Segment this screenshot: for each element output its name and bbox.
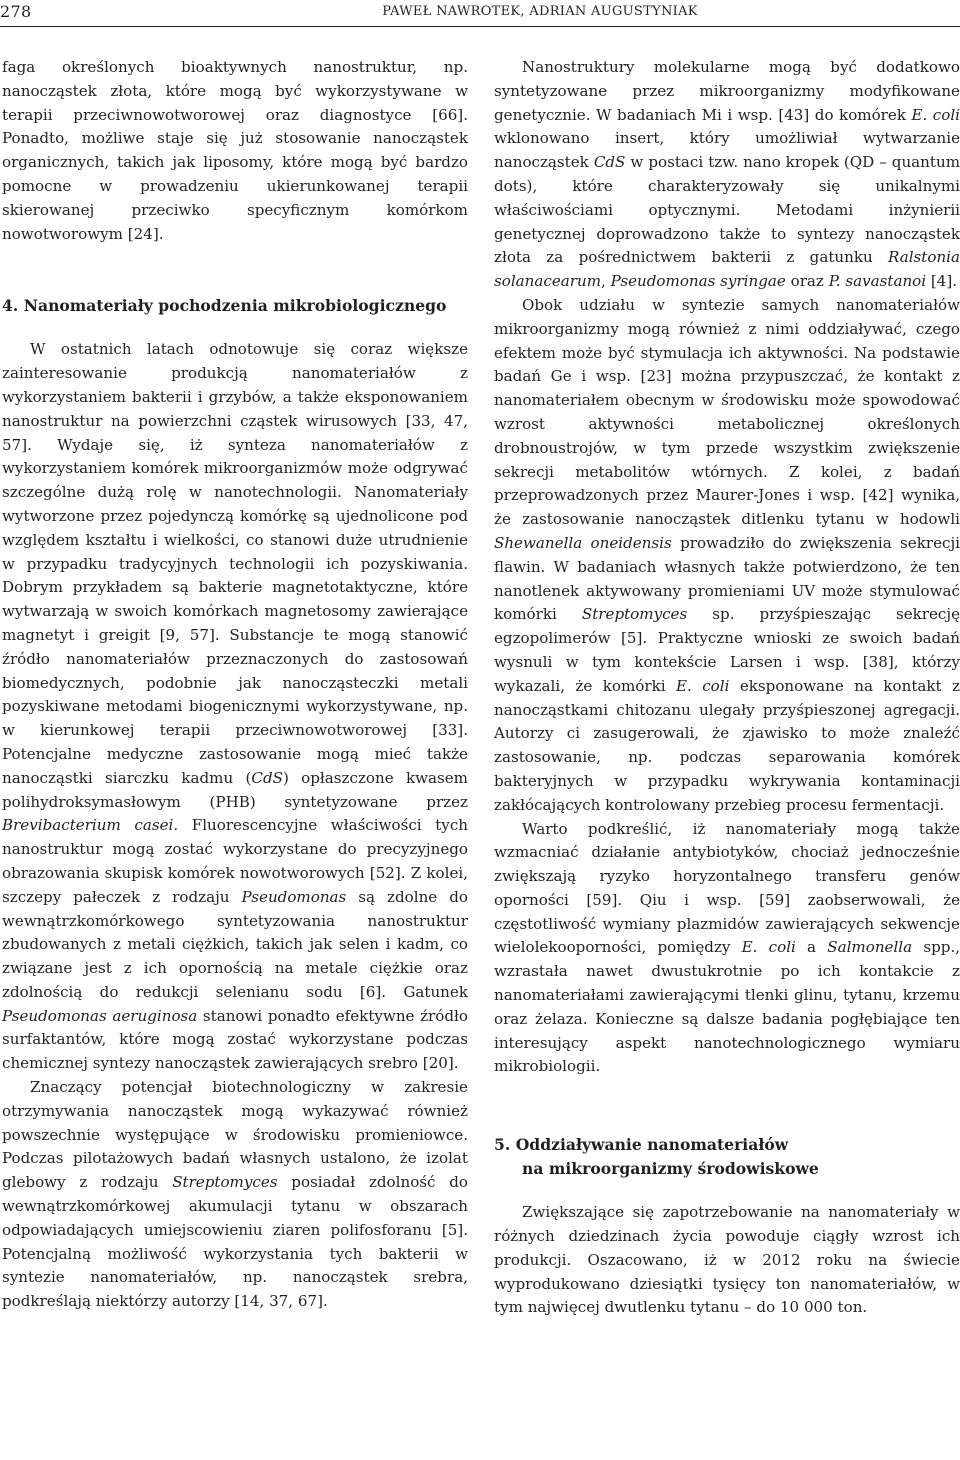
text-run: w postaci tzw. nano kropek (QD – quantum dots), które charakteryzowały się unikalnymi właściwościami optycznymi. Metodami inżynierii genetycznej doprowadzono także to syntezy nanocząstek złota za pośrednictwem bakterii z gatunku — [494, 153, 960, 267]
italic-term: Shewanella oneidensis — [494, 533, 672, 552]
text-run: Obok udziału w syntezie samych nanomateriałów mikroorganizmy mogą również z nimi oddziaływać, czego efektem może być stymulacja ich aktywności. Na podstawie badań Ge i wsp. [23] można przypuszczać, że kontakt z nanomateriałem obecnym w środowisku może spowodować wzrost aktywności metabolicznej określonych drobnoustrojów, w tym przede wszystkim zwiększenie sekrecji metabolitów wtórnych. Z kolei, z badań przeprowadzonych przez Maurer-Jones i wsp. [42] wynika, że zastosowanie nanocząstek ditlenku tytanu w hodowli — [494, 295, 960, 529]
heading-line-2: na mikroorganizmy środowiskowe — [522, 1159, 819, 1179]
text-run: wklonowano insert, który umożliwiał wytwarzanie nanocząstek — [494, 129, 960, 172]
text-run: są zdolne do wewnątrzkomórkowego syntetyzowania nanostruktur zbudowanych z metali ciężkich, takich jak selen i kadm, co związane jest z ich opornością na metale ciężkie oraz zdolnością do redukcji selenianu sodu [6]. Gatunek — [2, 887, 468, 1001]
section-5-heading — [494, 1133, 960, 1181]
text-run: W ostatnich latach odnotowuje się coraz większe zainteresowanie produkcją nanomateriałów z wykorzystaniem bakterii i grzybów, a także eksponowaniem nanostruktur na powierzchni cząstek wirusowych [33, 47, 57]. Wydaje się, iż synteza nanomateriałów z wykorzystaniem komórek mikroorganizmów może odgrywać szczególne dużą rolę w nanotechnologii. Nanomateriały wytworzone przez pojedynczą komórkę są ujednolicone pod względem kształtu i wielkości, co stanowi duże utrudnienie w przypadku tradycyjnych technologii ich pozyskiwania. Dobrym przykładem są bakterie magnetotaktyczne, które wytwarzają w swoich komórkach magnetosomy zawierające magnetyt i greigit [9, 57]. Substancje te mogą stanowić źródło nanomateriałów przeznaczonych do zastosowań biomedycznych, podobnie jak nanocząsteczki metali pozyskiwane metodami biogenicznymi wykorzystywane, np. w kierunkowej terapii przeciwnowotworowej [33]. Potencjalne medyczne zastosowanie mogą mieć także nanocząstki siarczku kadmu ( — [2, 340, 468, 787]
italic-term: CdS — [593, 153, 626, 172]
left-paragraph-2 — [2, 338, 468, 1076]
right-paragraph-2 — [494, 294, 960, 818]
text-run: [4]. — [926, 272, 958, 291]
text-run: oraz — [785, 272, 829, 291]
left-paragraph-3 — [2, 1076, 468, 1314]
italic-term: Streptomyces — [172, 1173, 278, 1192]
left-column — [2, 56, 468, 1314]
italic-term: Pseudomonas aeruginosa — [2, 1006, 198, 1025]
italic-term: E. coli — [675, 676, 730, 695]
italic-term: Salmonella — [827, 938, 913, 957]
right-paragraph-1 — [494, 56, 960, 294]
text-run: Warto podkreślić, iż nanomateriały mogą także wzmacniać działanie antybiotyków, chociaż jednocześnie zwiększają ryzyko horyzontalnego transferu genów oporności [59]. Qiu i wsp. [59] zaobserwowali, że częstotliwość wymiany plazmidów zawierających sekwencje wielolekooporności, pomiędzy — [494, 819, 960, 957]
italic-term: Pseudomonas — [241, 887, 347, 906]
text-run: ) opłaszczone kwasem polihydroksymasłowym (PHB) syntetyzowane przez — [2, 768, 468, 811]
header-rule — [0, 26, 960, 27]
heading-line-1: 5. Oddziaływanie nanomateriałów — [494, 1135, 789, 1155]
italic-term: E. coli — [911, 105, 960, 124]
text-run: stanowi ponadto efektywne źródło surfaktantów, które mogą zostać wykorzystane podczas chemicznej syntezy nanocząstek zawierających srebro [20]. — [2, 1006, 468, 1073]
text-run: a — [795, 938, 828, 957]
italic-term: P. savastanoi — [828, 272, 927, 291]
left-paragraph-1: faga określonych bioaktywnych nanostruktur, np. nanocząstek złota, które mogą być wykorzystywane w terapii przeciwnowotworowej oraz diagnostyce [66]. Ponadto, możliwe staje się już stosowanie nanocząstek organicznych, takich jak liposomy, które mogą być bardzo pomocne w prowadzeniu ukierunkowanej terapii skierowanej przeciwko specyficznym komórkom nowotworowym [24]. — [2, 58, 468, 243]
right-paragraph-4: Zwiększające się zapotrzebowanie na nanomateriały w różnych dziedzinach życia powoduje ciągły wzrost ich produkcji. Oszacowano, iż w 2012 roku na świecie wyprodukowano dziesiątki tysięcy ton nanomateriałów, w tym najwięcej dwutlenku tytanu – do 10 000 ton. — [494, 1203, 960, 1317]
text-run: , — [601, 272, 611, 291]
text-run: Znaczący potencjał biotechnologiczny w zakresie otrzymywania nanocząstek mogą wykazywać również powszechnie występujące w środowisku promieniowce. Podczas pilotażowych badań własnych ustalono, że izolat glebowy z rodzaju — [2, 1078, 468, 1192]
section-4-heading: 4. Nanomateriały pochodzenia mikrobiologicznego — [2, 296, 447, 316]
text-run: prowadziło do zwiększenia sekrecji flawin. W badaniach własnych także potwierdzono, że ten nanotlenek aktywowany promieniami UV może stymulować komórki — [494, 533, 960, 624]
italic-term: Streptomyces — [581, 605, 688, 624]
italic-term: Ralstonia solanacearum — [494, 248, 960, 291]
text-run: eksponowane na kontakt z nanocząstkami chitozanu ulegały przyśpieszonej agregacji. Autorzy ci zasugerowali, że zjawisko to może znaleźć zastosowanie, np. podczas separowania komórek bakteryjnych w przypadku wykrywania kontaminacji zakłócających kontrolowany przebieg procesu fermentacji. — [494, 676, 960, 814]
text-run: . Fluorescencyjne właściwości tych nanostruktur mogą zostać wykorzystane do precyzyjnego obrazowania skupisk komórek nowotworowych [52]. Z kolei, szczepy pałeczek z rodzaju — [2, 816, 468, 906]
page-number: 278 — [0, 2, 32, 21]
text-run: posiadał zdolność do wewnątrzkomórkowej akumulacji tytanu w obszarach odpowiadających umiejscowieniu ziaren polifosforanu [5]. Potencjalną możliwość wykorzystania tych bakterii w syntezie nanomateriałów, np. nanocząstek srebra, podkreślają niektórzy autorzy [14, 37, 67]. — [2, 1173, 468, 1311]
italic-term: E. coli — [741, 938, 796, 957]
running-title: PAWEŁ NAWROTEK, ADRIAN AUGUSTYNIAK — [382, 4, 698, 19]
right-column — [494, 56, 960, 1320]
text-run: Nanostruktury molekularne mogą być dodatkowo syntetyzowane przez mikroorganizmy modyfikowane genetycznie. W badaniach Mi i wsp. [43] do komórek — [494, 58, 960, 124]
italic-term: Pseudomonas syringae — [610, 272, 786, 291]
right-paragraph-3 — [494, 818, 960, 1080]
text-run: spp., wzrastała nawet dwustukrotnie po ich kontakcie z nanomateriałami zawierającymi tlenki glinu, tytanu, krzemu oraz żelaza. Konieczne są dalsze badania pogłębiające ten interesujący aspekt nanotechnologicznego wymiaru mikrobiologii. — [494, 938, 960, 1076]
italic-term: Brevibacterium casei — [2, 816, 174, 835]
text-run: sp. przyśpieszając sekrecję egzopolimerów [5]. Praktyczne wnioski ze swoich badań wysnuli w tym kontekście Larsen i wsp. [38], którzy wykazali, że komórki — [494, 605, 960, 695]
italic-term: CdS — [251, 768, 283, 787]
